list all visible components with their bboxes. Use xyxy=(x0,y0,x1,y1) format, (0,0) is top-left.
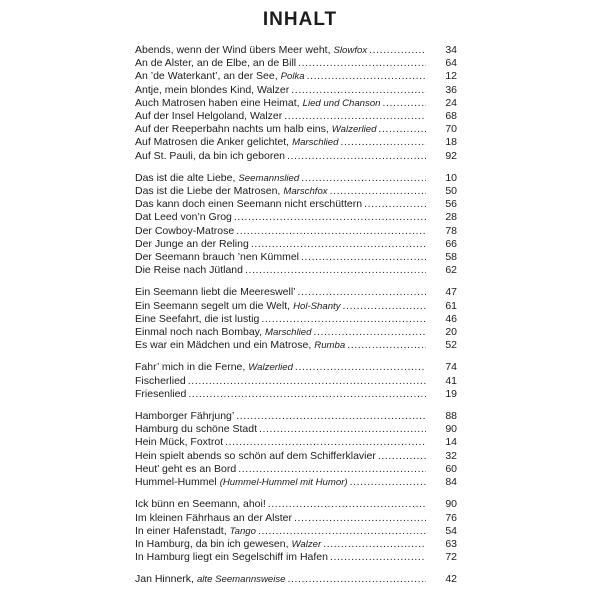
entry-genre: Walzerlied xyxy=(331,124,377,136)
toc-entry xyxy=(135,185,457,198)
entry-title: In Hamburg liegt ein Segelschiff im Hafen xyxy=(135,551,328,564)
toc-section xyxy=(135,361,457,401)
entry-page: 52 xyxy=(445,339,457,352)
toc-entry xyxy=(135,375,457,388)
entry-page: 47 xyxy=(445,286,457,299)
entry-page: 62 xyxy=(445,264,457,277)
entry-title: In Hamburg, da bin ich gewesen, xyxy=(135,537,289,550)
toc-section xyxy=(135,573,457,586)
entry-page: 56 xyxy=(445,198,457,211)
dot-leader xyxy=(383,97,427,110)
entry-page: 24 xyxy=(445,96,457,109)
dot-leader xyxy=(287,150,426,163)
entry-genre: Polka xyxy=(280,71,305,83)
entry-page: 63 xyxy=(445,537,457,550)
toc-section xyxy=(135,410,457,489)
dot-leader xyxy=(313,326,426,339)
entry-genre: Marschfox xyxy=(283,186,328,198)
entry-page: 68 xyxy=(445,110,457,123)
dot-leader xyxy=(378,123,426,136)
entry-title: Eine Seefahrt, die ist lustig xyxy=(135,312,260,325)
toc-section xyxy=(135,286,457,352)
toc-entry xyxy=(135,361,457,374)
toc-entry xyxy=(135,251,457,264)
entry-page: 32 xyxy=(445,449,457,462)
toc-entry xyxy=(135,423,457,436)
entry-genre: Walzer xyxy=(291,538,322,550)
entry-page: 58 xyxy=(445,251,457,264)
dot-leader xyxy=(301,251,426,264)
entry-title: Hein spielt abends so schön auf dem Schifferklavier xyxy=(135,449,376,462)
entry-genre: Slowfox xyxy=(333,45,368,56)
entry-title: An de Alster, an de Elbe, an de Bill xyxy=(135,57,297,70)
entry-genre: Rumba xyxy=(314,340,346,352)
dot-leader xyxy=(258,525,426,538)
toc-entry xyxy=(135,264,457,277)
toc-entry xyxy=(135,498,457,511)
entry-title: Der Junge an der Reling xyxy=(135,237,249,250)
toc-entry xyxy=(135,512,457,525)
toc-entry xyxy=(135,551,457,564)
toc-entry xyxy=(135,326,457,339)
toc-entry xyxy=(135,136,457,149)
toc-entry xyxy=(135,57,457,70)
dot-leader xyxy=(261,313,426,326)
toc-entry xyxy=(135,313,457,326)
entry-page: 74 xyxy=(445,361,457,374)
toc-entry xyxy=(135,172,457,185)
entry-title: Auf der Reeperbahn nachts um halb eins, xyxy=(135,123,329,136)
entry-page: 12 xyxy=(445,70,457,83)
entry-title: Auch Matrosen haben eine Heimat, xyxy=(135,96,300,109)
entry-page: 34 xyxy=(445,44,457,56)
dot-leader xyxy=(347,339,426,352)
dot-leader xyxy=(287,573,426,586)
entry-page: 84 xyxy=(445,476,457,489)
entry-title: Ein Seemann segelt um die Welt, xyxy=(135,299,291,312)
toc-entry xyxy=(135,339,457,352)
entry-title: Auf St. Pauli, da bin ich geboren xyxy=(135,149,286,162)
dot-leader xyxy=(259,423,426,436)
entry-page: 20 xyxy=(445,326,457,339)
entry-genre: Walzerlied xyxy=(248,362,293,374)
toc-entry xyxy=(135,225,457,238)
toc-page xyxy=(0,9,600,609)
entry-page: 90 xyxy=(445,423,457,436)
entry-genre: Lied und Chanson xyxy=(302,97,381,109)
dot-leader xyxy=(236,410,426,423)
toc-entry xyxy=(135,573,457,586)
toc-entry xyxy=(135,286,457,299)
entry-title: Fischerlied xyxy=(135,374,186,387)
entry-title: Dat Leed von’n Grog xyxy=(135,211,232,224)
dot-leader xyxy=(378,450,426,463)
toc-entry xyxy=(135,300,457,313)
entry-title: Der Cowboy-Matrose xyxy=(135,224,235,237)
entry-page: 36 xyxy=(445,83,457,96)
dot-leader xyxy=(340,136,426,149)
entry-title: Abends, wenn der Wind übers Meer weht, xyxy=(135,44,331,56)
entry-page: 66 xyxy=(445,237,457,250)
entry-title: Einmal noch nach Bombay, xyxy=(135,326,263,339)
entry-genre: Tango xyxy=(229,525,256,537)
toc-entry xyxy=(135,463,457,476)
entry-title: Es war ein Mädchen und ein Matrose, xyxy=(135,339,312,352)
entry-page: 76 xyxy=(445,511,457,524)
entry-page: 88 xyxy=(445,410,457,423)
dot-leader xyxy=(188,388,426,401)
toc-entry xyxy=(135,70,457,83)
entry-page: 64 xyxy=(445,57,457,70)
entry-title: Ick bünn en Seemann, ahoi! xyxy=(135,498,266,511)
entry-page: 54 xyxy=(445,524,457,537)
page-title: INHALT xyxy=(262,9,338,30)
toc-entry xyxy=(135,538,457,551)
entry-title: Auf Matrosen die Anker gelichtet, xyxy=(135,136,290,149)
dot-leader xyxy=(251,238,426,251)
dot-leader xyxy=(343,300,426,313)
entry-genre: (Hummel-Hummel mit Humor) xyxy=(219,477,348,489)
entry-title: Hein Mück, Foxtrot xyxy=(135,436,224,449)
toc-entry xyxy=(135,525,457,538)
toc-section xyxy=(135,172,457,278)
dot-leader xyxy=(323,538,426,551)
dot-leader xyxy=(364,198,426,211)
entry-page: 70 xyxy=(445,123,457,136)
entry-title: An ’de Waterkant’, an der See, xyxy=(135,70,278,83)
entry-title: Fahr’ mich in die Ferne, xyxy=(135,361,246,374)
entry-page: 10 xyxy=(445,171,457,184)
toc-entry xyxy=(135,211,457,224)
entry-title: Antje, mein blondes Kind, Walzer xyxy=(135,83,290,96)
dot-leader xyxy=(225,436,426,449)
entry-page: 78 xyxy=(445,224,457,237)
toc-section xyxy=(135,498,457,564)
entry-genre: Seemannslied xyxy=(238,172,300,184)
dot-leader xyxy=(284,110,426,123)
toc-entry xyxy=(135,110,457,123)
toc-entry xyxy=(135,238,457,251)
dot-leader xyxy=(291,84,426,97)
toc-list xyxy=(135,44,457,587)
dot-leader xyxy=(188,375,426,388)
entry-title: Die Reise nach Jütland xyxy=(135,264,243,277)
dot-leader xyxy=(294,512,426,525)
dot-leader xyxy=(307,70,426,83)
dot-leader xyxy=(330,185,426,198)
entry-title: Jan Hinnerk, xyxy=(135,573,194,586)
toc-entry xyxy=(135,476,457,489)
entry-genre: Marschlied xyxy=(265,327,312,339)
entry-title: Friesenlied xyxy=(135,387,187,400)
dot-leader xyxy=(369,44,426,57)
entry-genre: alte Seemannsweise xyxy=(196,574,286,586)
entry-page: 41 xyxy=(445,374,457,387)
toc-entry xyxy=(135,388,457,401)
entry-title: Heut’ geht es an Bord xyxy=(135,462,237,475)
entry-title: Ein Seemann liebt die Meereswell’ xyxy=(135,286,296,299)
toc-section xyxy=(135,44,457,163)
entry-genre: Hol-Shanty xyxy=(293,300,341,312)
toc-entry xyxy=(135,44,457,57)
toc-entry xyxy=(135,97,457,110)
toc-entry xyxy=(135,198,457,211)
entry-title: Auf der Insel Helgoland, Walzer xyxy=(135,110,283,123)
entry-title: In einer Hafenstadt, xyxy=(135,524,227,537)
entry-page: 46 xyxy=(445,312,457,325)
toc-entry xyxy=(135,410,457,423)
toc-entry xyxy=(135,450,457,463)
dot-leader xyxy=(238,463,426,476)
entry-page: 28 xyxy=(445,211,457,224)
toc-entry xyxy=(135,436,457,449)
entry-title: Hamborger Fährjung’ xyxy=(135,410,235,423)
entry-page: 14 xyxy=(445,436,457,449)
entry-title: Der Seemann brauch ’nen Kümmel xyxy=(135,251,300,264)
dot-leader xyxy=(236,225,426,238)
entry-title: Das kann doch einen Seemann nicht erschüttern xyxy=(135,198,363,211)
entry-page: 61 xyxy=(445,299,457,312)
entry-page: 60 xyxy=(445,462,457,475)
dot-leader xyxy=(268,498,426,511)
dot-leader xyxy=(245,264,426,277)
dot-leader xyxy=(350,476,426,489)
dot-leader xyxy=(295,361,426,374)
entry-page: 42 xyxy=(445,573,457,586)
dot-leader xyxy=(330,551,426,564)
entry-title: Hummel-Hummel xyxy=(135,476,217,489)
toc-entry xyxy=(135,84,457,97)
toc-entry xyxy=(135,150,457,163)
entry-title: Das ist die Liebe der Matrosen, xyxy=(135,185,281,198)
dot-leader xyxy=(298,57,426,70)
entry-page: 18 xyxy=(445,136,457,149)
toc-entry xyxy=(135,123,457,136)
entry-page: 92 xyxy=(445,149,457,162)
entry-title: Im kleinen Fährhaus an der Alster xyxy=(135,511,292,524)
entry-page: 90 xyxy=(445,498,457,511)
dot-leader xyxy=(298,286,427,299)
entry-title: Das ist die alte Liebe, xyxy=(135,171,236,184)
dot-leader xyxy=(301,172,426,185)
entry-page: 50 xyxy=(445,185,457,198)
dot-leader xyxy=(234,211,426,224)
entry-page: 72 xyxy=(445,551,457,564)
entry-genre: Marschlied xyxy=(292,137,339,149)
entry-title: Hamburg du schöne Stadt xyxy=(135,423,257,436)
entry-page: 19 xyxy=(445,387,457,400)
